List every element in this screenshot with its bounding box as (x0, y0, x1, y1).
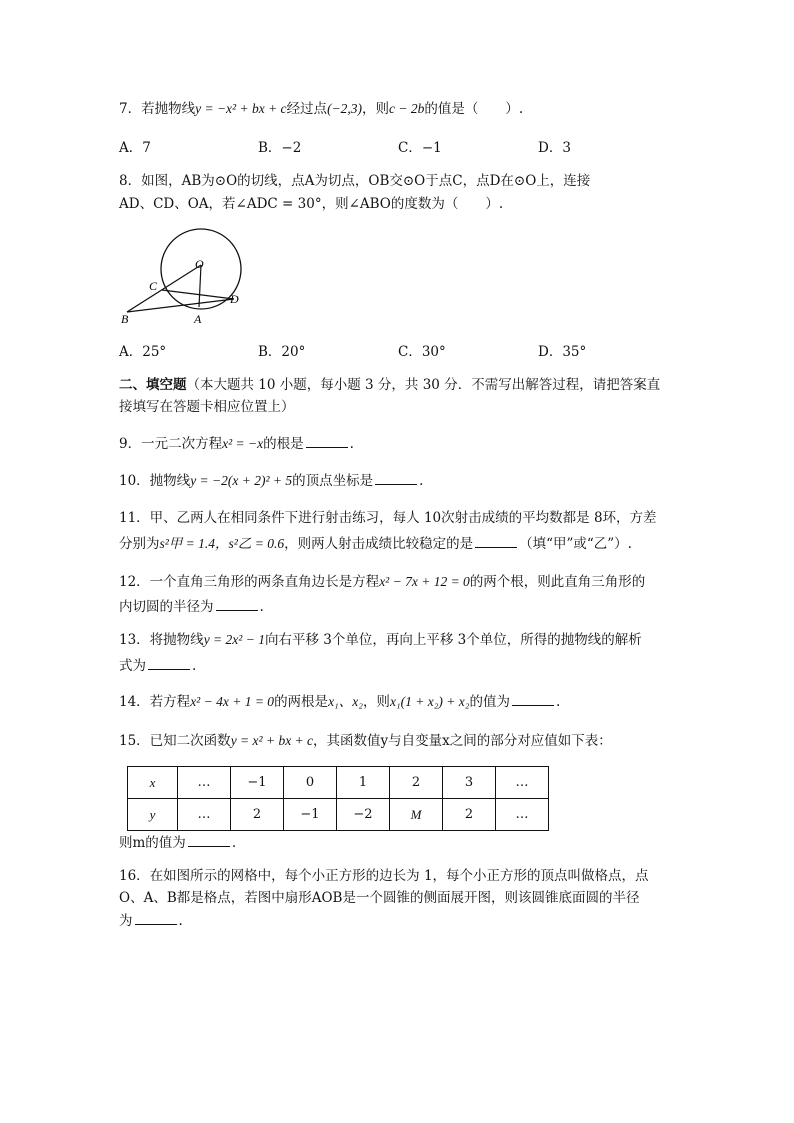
q15-answer-blank[interactable] (188, 832, 230, 847)
q14-text-mid: 的两根是 (274, 694, 329, 710)
q8-option-d: D．35° (538, 344, 587, 360)
q11-text: 分别为 (119, 536, 160, 552)
q8-stem-line2: AD、CD、OA，若∠ADC = 30°，则∠ABO的度数为（ ）. (119, 196, 504, 212)
q13-text-post: 向右平移 3个单位，再向上平移 3个单位，所得的抛物线的解析 (264, 632, 642, 648)
q11-expression: s²甲 = 1.4，s²乙 = 0.6 (159, 536, 285, 551)
q7-option-b: B．−2 (258, 140, 302, 156)
q7-stem (119, 99, 523, 119)
q12-stem-line1 (119, 572, 645, 592)
q7-text-post: ，则 (362, 101, 390, 117)
q11-text-post: ，则两人射击成绩比较稳定的是 (284, 536, 474, 552)
table-cell: M (390, 799, 443, 831)
q14-text-post: ，则 (362, 694, 390, 710)
q12-text-line2: 内切圆的半径为 (119, 599, 214, 615)
q7-text: 若抛物线 (141, 101, 196, 117)
q9-text-post: 的根是 (263, 436, 304, 452)
q15-text-end: . (231, 835, 237, 851)
q8-label-o: O (195, 257, 204, 271)
q9-text: 9．一元二次方程 (119, 436, 223, 452)
q15-expression: y = x² + bx + c (230, 733, 314, 748)
q14-expression2: x₁(1 + x₂) + x₂ (389, 694, 470, 709)
q10-stem (119, 470, 423, 491)
q16-stem-line1: 16．在如图所示的网格中，每个小正方形的边长为 1，每个小正方形的顶点叫做格点，点 (119, 868, 649, 884)
q10-text-post: 的顶点坐标是 (292, 473, 374, 489)
q16-text-line3: 为 (119, 913, 133, 929)
q10-expression: y = −2(x + 2)² + 5 (190, 473, 293, 488)
q15-text-post: ，其函数值y与自变量x之间的部分对应值如下表： (313, 733, 612, 749)
q8-label-b: B (121, 312, 129, 326)
table-cell: 2 (231, 799, 284, 831)
q9-stem (119, 433, 354, 454)
q10-answer-blank[interactable] (375, 470, 417, 485)
q11-answer-blank[interactable] (475, 533, 517, 548)
q7-number: 7． (119, 101, 142, 117)
q16-stem-line3 (119, 910, 183, 931)
q8-line-oa (199, 265, 201, 307)
q14-stem (119, 691, 560, 712)
q11-stem-line2 (119, 533, 632, 554)
q15-text: 15．已知二次函数 (119, 733, 231, 749)
q12-text: 12．一个直角三角形的两条直角边长是方程 (119, 574, 380, 590)
table-row-y (128, 799, 549, 831)
q8-label-c: C (149, 279, 158, 293)
section2-title: 二、填空题 (119, 377, 187, 393)
q15-after (119, 832, 236, 853)
q12-expression: x² − 7x + 12 = 0 (379, 574, 470, 589)
table-cell: … (496, 767, 549, 799)
table-cell: −1 (231, 767, 284, 799)
q13-text-end: . (192, 658, 197, 674)
q14-text-end: 的值为 (469, 694, 510, 710)
q8-figure (118, 228, 248, 328)
q11-text-end: （填“甲”或“乙”）. (519, 536, 632, 552)
q7-expression: y = −x² + bx + c (195, 101, 287, 116)
q15-value-table (127, 766, 549, 831)
table-cell: … (496, 799, 549, 831)
q14-text-end2: . (555, 694, 561, 710)
q9-answer-blank[interactable] (306, 433, 348, 448)
q7-expression2: c − 2b (389, 101, 425, 116)
q8-label-a: A (194, 312, 202, 326)
q8-option-c: C．30° (398, 344, 446, 360)
q14-answer-blank[interactable] (512, 691, 554, 706)
q14-text: 14．若方程 (119, 694, 191, 710)
table-row-x (128, 767, 549, 799)
table-cell: … (178, 799, 231, 831)
table-cell: y (128, 799, 178, 831)
q11-stem-line1: 11．甲、乙两人在相同条件下进行射击练习，每人 10次射击成绩的平均数都是 8环，方差 (119, 510, 657, 526)
q8-label-d: D (230, 292, 239, 306)
q13-text: 13．将抛物线 (119, 632, 204, 648)
q8-option-a: A．25° (119, 344, 167, 360)
q16-stem-line2: O、A、B都是格点，若图中扇形AOB是一个圆锥的侧面展开图，则该圆锥底面圆的半径 (119, 890, 640, 906)
table-cell: −1 (284, 799, 337, 831)
q13-expression: y = 2x² − 1 (203, 632, 265, 647)
q7-text-end: 的值是（ ）. (424, 101, 524, 117)
q8-stem-line1: 8．如图，AB为⊙O的切线，点A为切点，OB交⊙O于点C，点D在⊙O上，连接 (119, 173, 591, 189)
q7-text-mid: 经过点 (286, 101, 328, 117)
table-cell: 3 (443, 767, 496, 799)
q14-expression: x² − 4x + 1 = 0 (190, 694, 275, 709)
q8-option-b: B．20° (258, 344, 306, 360)
q14-roots: x₁、x₂ (328, 694, 363, 709)
section2-heading (119, 375, 660, 395)
table-cell: 1 (337, 767, 390, 799)
q12-answer-blank[interactable] (216, 596, 258, 611)
section2-desc-line2: 接填写在答题卡相应位置上） (119, 399, 295, 415)
q15-stem (119, 731, 612, 751)
q10-text-end: . (419, 473, 424, 489)
q10-text: 10．抛物线 (119, 473, 191, 489)
table-cell: 2 (443, 799, 496, 831)
table-cell: −2 (337, 799, 390, 831)
q13-answer-blank[interactable] (148, 655, 190, 670)
q12-text-post: 的两个根，则此直角三角形的 (469, 574, 646, 590)
table-cell: 0 (284, 767, 337, 799)
q7-option-a: A．7 (119, 140, 151, 156)
q13-stem-line1 (119, 630, 642, 650)
table-cell: 2 (390, 767, 443, 799)
q7-option-c: C．−1 (398, 140, 442, 156)
q7-option-d: D．3 (538, 140, 571, 156)
q9-text-end: . (349, 436, 354, 452)
q7-point: (−2,3) (327, 101, 363, 116)
q16-text-end: . (178, 913, 183, 929)
q13-text-line2: 式为 (119, 658, 146, 674)
table-cell: x (128, 767, 178, 799)
q9-expression: x² = −x (222, 436, 264, 451)
q13-stem-line2 (119, 655, 196, 676)
q12-stem-line2 (119, 596, 264, 617)
q15-text-after: 则m的值为 (119, 835, 186, 851)
table-cell: … (178, 767, 231, 799)
q16-answer-blank[interactable] (135, 910, 177, 925)
q12-text-end: . (259, 599, 264, 615)
section2-desc-line1: （本大题共 10 小题，每小题 3 分，共 30 分．不需写出解答过程，请把答案直 (186, 377, 661, 393)
